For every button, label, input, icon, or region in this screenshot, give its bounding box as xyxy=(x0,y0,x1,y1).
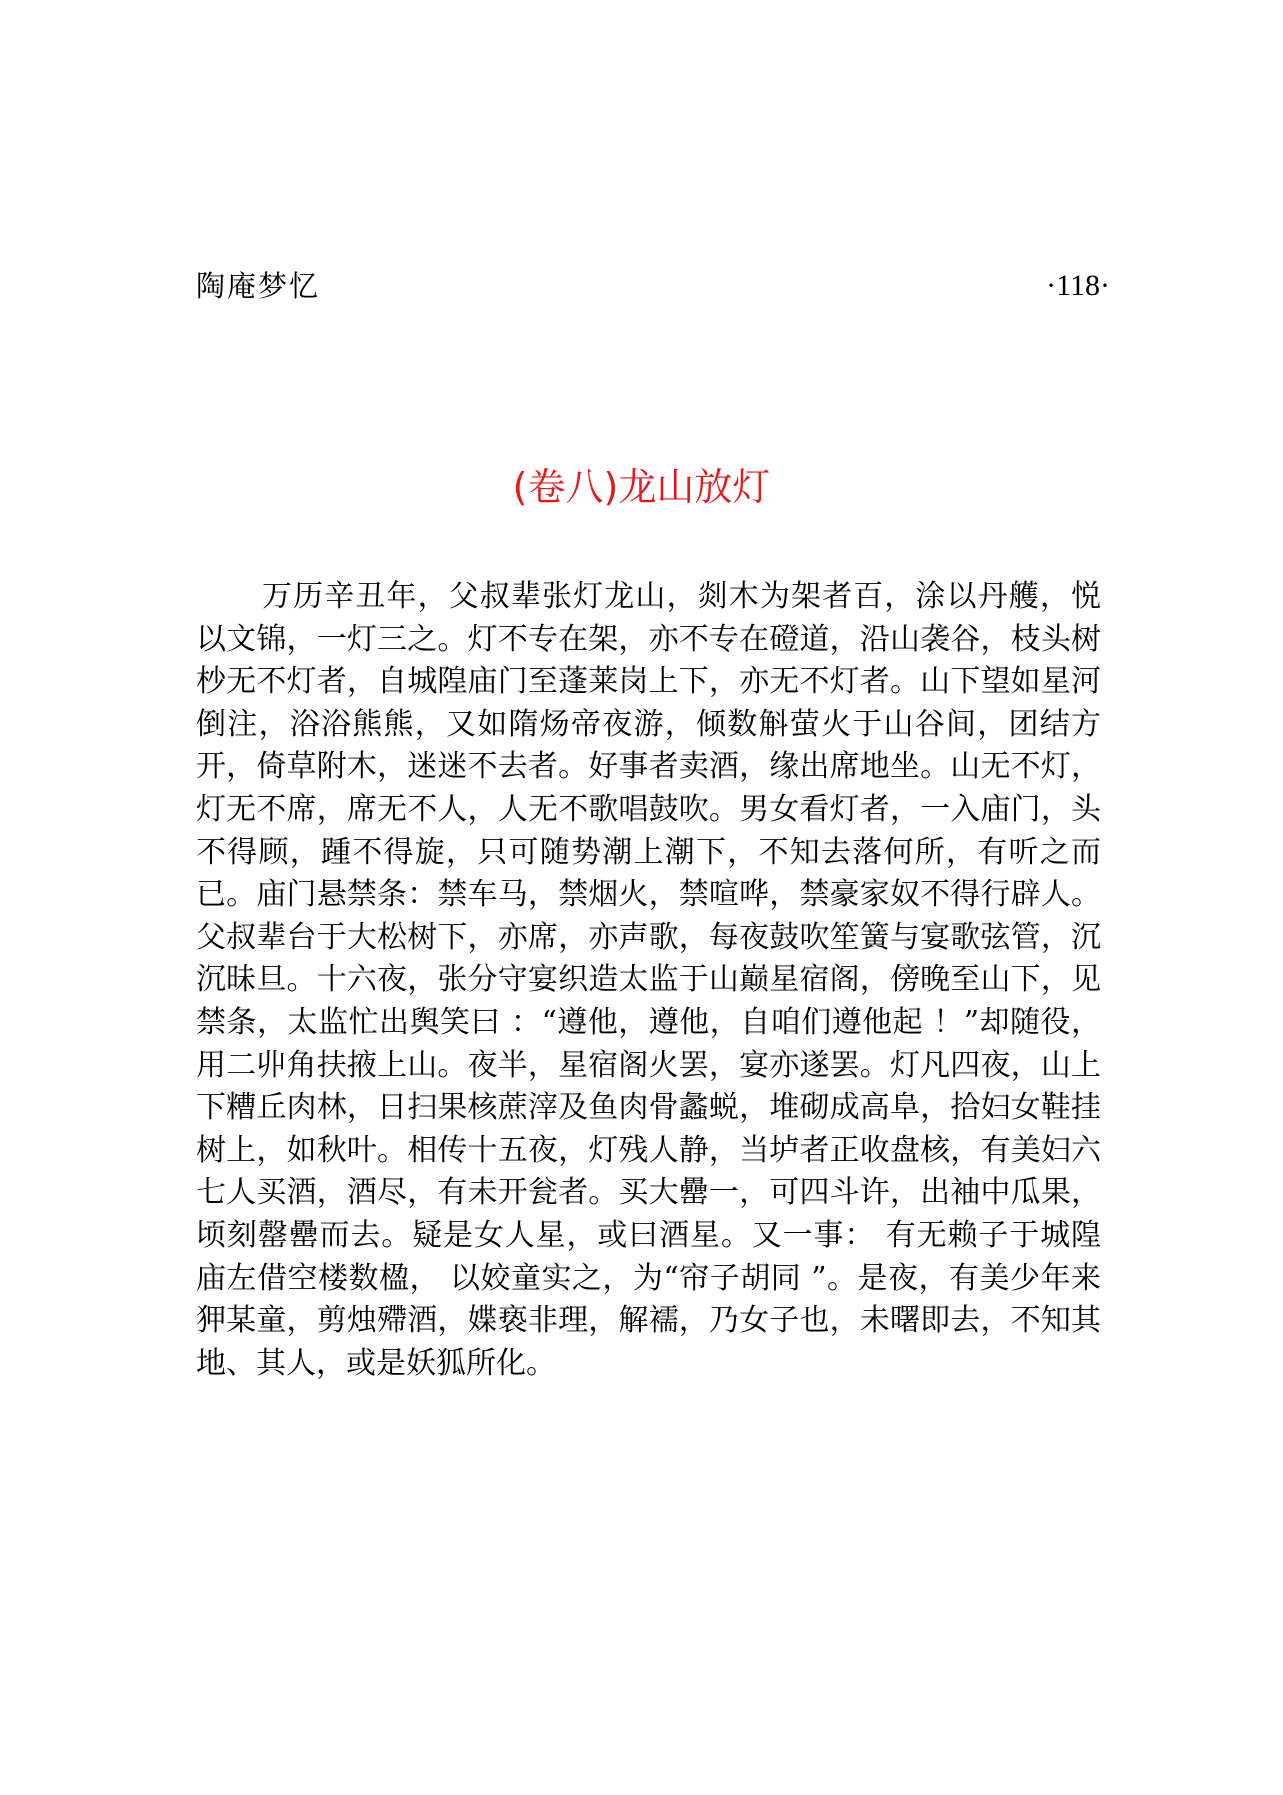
page-number: ·118· xyxy=(1046,269,1110,302)
chapter-title: (卷八)龙山放灯 xyxy=(512,465,771,509)
book-title: 陶庵梦忆 xyxy=(196,269,321,303)
body-paragraph: 万历辛丑年，父叔辈张灯龙山，剡木为架者百，涂以丹艧，悦以文锦，一灯三之。灯不专在架，亦不专在磴道，沿山袭谷，枝头树杪无不灯者，自城隍庙门至蓬莱岗上下，亦无不灯者。山下望如星河倒注，浴浴熊熊，又如隋炀帝夜游，倾数斛萤火于山谷间，团结方开，倚草附木，迷迷不去者。好事者卖酒，缘出席地坐。山无不灯，灯无不席，席无不人，人无不歌唱鼓吹。男女看灯者，一入庙门，头不得顾，踵不得旋，只可随势潮上潮下，不知去落何所，有听之而已。庙门悬禁条：禁车马，禁烟火，禁喧哗，禁豪家奴不得行辟人。父叔辈台于大松树下，亦席，亦声歌，每夜鼓吹笙簧与宴歌弦管，沉沉昧旦。十六夜，张分守宴织造太监于山巅星宿阁，傍晚至山下，见禁条，太监忙出舆笑曰 ：“遵他，遵他，自咱们遵他起 ！”却随役，用二丱角扶掖上山。夜半，星宿阁火罢，宴亦遂罢。灯凡四夜，山上下糟丘肉林，日扫果核蔗滓及鱼肉骨蠡蜕，堆砌成高阜，拾妇女鞋挂树上，如秋叶。相传十五夜，灯残人静，当垆者正收盘核，有美妇六七人买酒，酒尽，有未开瓮者。买大罍一，可四斗许，出袖中瓜果，顷刻罄罍而去。疑是女人星，或曰酒星。又一事： 有无赖子于城隍庙左借空楼数楹， 以姣童实之，为“帘子胡同 ”。是夜，有美少年来狎某童，剪烛殢酒，媟亵非理，解襦，乃女子也，未曙即去，不知其地、其人，或是妖狐所化。 xyxy=(196,579,1101,1381)
